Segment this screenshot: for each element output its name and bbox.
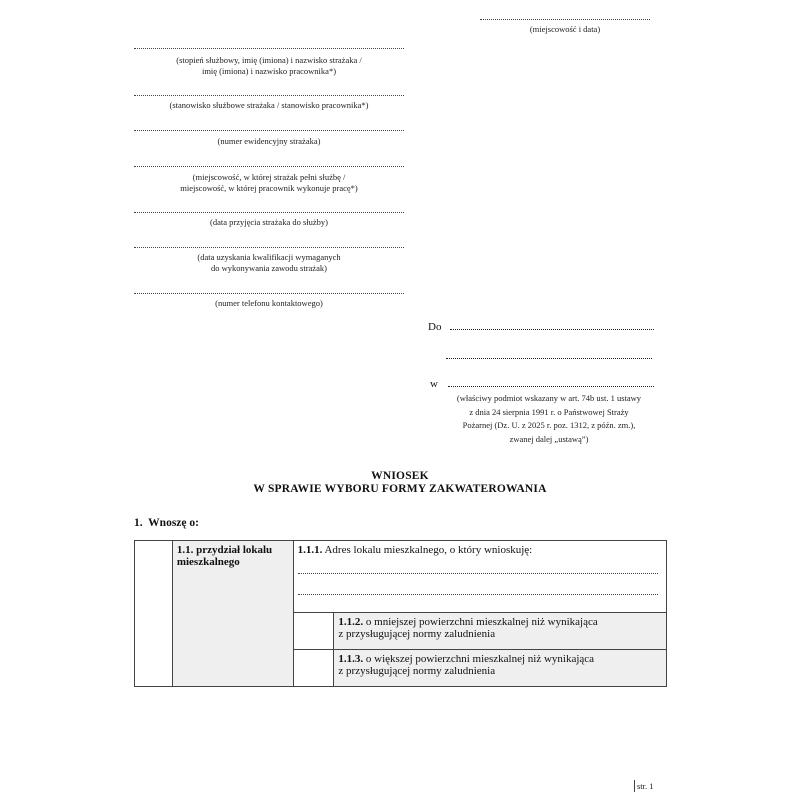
addressee-second-row [446,350,652,362]
option-1-1-1-cell [293,541,666,613]
option-1-1-3-text-line2: z przysługującej normy zaludnienia [338,665,496,677]
option-1-1-2-text-line1: o mniejszej powierzchni mieszkalnej niż wynikająca [363,616,598,628]
phone-field-line[interactable] [134,293,404,294]
place-date-label: (miejscowość i data) [529,24,601,34]
addressee-in-line[interactable] [448,386,654,387]
name-field-label: (stopień służbowy, imię (imiona) i nazwisko strażaka / imię (imiona) i nazwisko pracownika*) [176,55,362,76]
registration-number-field-line[interactable] [134,130,404,131]
options-table [134,540,667,687]
position-field-line[interactable] [134,95,404,96]
registration-number-field-label: (numer ewidencyjny strażaka) [217,136,321,146]
option-1-1-3-number: 1.1.3. [338,653,364,665]
addressee-to-row [428,321,654,333]
phone-field-label: (numer telefonu kontaktowego) [215,298,323,308]
addressee-note: (właściwy podmiot wskazany w art. 74b ust. 1 ustawy z dnia 24 sierpnia 1991 r. o Państwowej Straży Pożarnej (Dz. U. z 2025 r. poz. 1312, z późn. zm.), zwanej dalej „ustawą”) [456,393,642,444]
name-field-line[interactable] [134,48,404,49]
option-1-1-1-number: 1.1.1. [297,544,323,556]
document-title: WNIOSEK W SPRAWIE WYBORU FORMY ZAKWATEROWANIA [253,470,547,495]
option-1-1-1-text: Adres lokalu mieszkalnego, o który wnioskuję: [322,544,533,556]
option-1-1-2-number: 1.1.2. [338,616,364,628]
service-place-field-label: (miejscowość, w której strażak pełni służbę / miejscowość, w której pracownik wykonuje pracę*) [180,172,358,193]
address-input-line-2[interactable] [298,594,658,595]
admission-date-field-label: (data przyjęcia strażaka do służby) [210,217,328,227]
addressee-to-line[interactable] [450,329,654,330]
option-1-1-checkbox[interactable] [135,541,173,687]
option-1-1-2-text-line2: z przysługującej normy zaludnienia [338,628,496,640]
page-number: str. 1 [637,781,654,791]
page-number-marker [634,780,635,792]
option-1-1-3-cell [334,650,667,687]
position-field-label: (stanowisko służbowe strażaka / stanowisko pracownika*) [169,100,369,110]
address-input-line-1[interactable] [298,573,658,574]
qualification-date-field-line[interactable] [134,247,404,248]
admission-date-field-line[interactable] [134,212,404,213]
option-1-1-2-cell [334,613,667,650]
option-1-1-label-line1: 1.1. przydział lokalu [176,544,273,556]
addressee-to-prefix: Do [428,321,442,333]
option-1-1-3-checkbox[interactable] [293,650,334,687]
option-1-1-3-text-line1: o większej powierzchni mieszkalnej niż wynikająca [363,653,595,665]
option-1-1-2-checkbox[interactable] [293,613,334,650]
addressee-in-row [430,378,654,390]
service-place-field-line[interactable] [134,166,404,167]
addressee-in-prefix: w [430,378,438,390]
section-1-heading: 1. Wnoszę o: [134,517,199,529]
option-1-1-label [172,541,293,687]
addressee-second-line[interactable] [446,358,652,359]
qualification-date-field-label: (data uzyskania kwalifikacji wymaganych do wykonywania zawodu strażak) [197,252,341,273]
option-1-1-label-line2: mieszkalnego [176,556,240,568]
place-date-line[interactable] [480,19,650,20]
